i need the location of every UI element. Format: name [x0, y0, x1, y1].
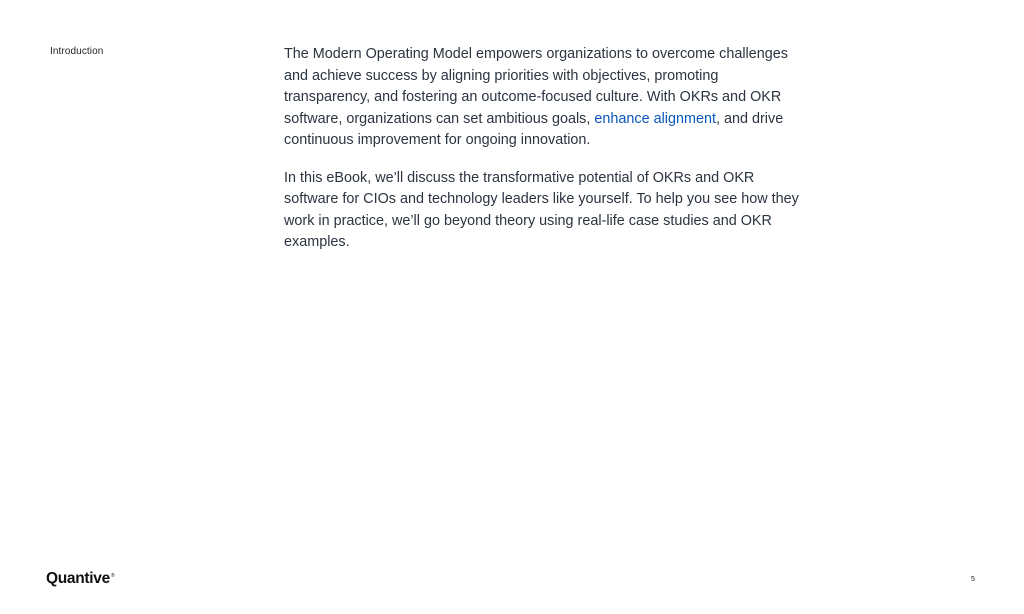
- section-label: Introduction: [50, 46, 104, 57]
- enhance-alignment-link[interactable]: enhance alignment: [594, 110, 716, 127]
- intro-content: [284, 44, 804, 270]
- intro-paragraph-2: In this eBook, we’ll discuss the transformative potential of OKRs and OKR software for CIOs and technology leaders like yourself. To help you see how they work in practice, we’ll go beyond theory using real-life case studies and OKR examples.: [284, 169, 799, 250]
- quantive-logo: [46, 570, 115, 588]
- intro-paragraph-1-text-end: , and drive continuous improvement for ongoing innovation.: [284, 110, 784, 148]
- registered-mark: ®: [110, 573, 115, 579]
- intro-paragraph-1: [284, 44, 804, 152]
- page-number: 5: [971, 576, 975, 583]
- logo-text: Quantive: [46, 570, 110, 587]
- intro-paragraph-1-text: The Modern Operating Model empowers organizations to overcome challenges and achieve success by aligning priorities with objectives, promoting transparency, and fostering an outcome-focused culture. With OKRs and OKR software, organizations can set ambitious goals,: [284, 46, 788, 127]
